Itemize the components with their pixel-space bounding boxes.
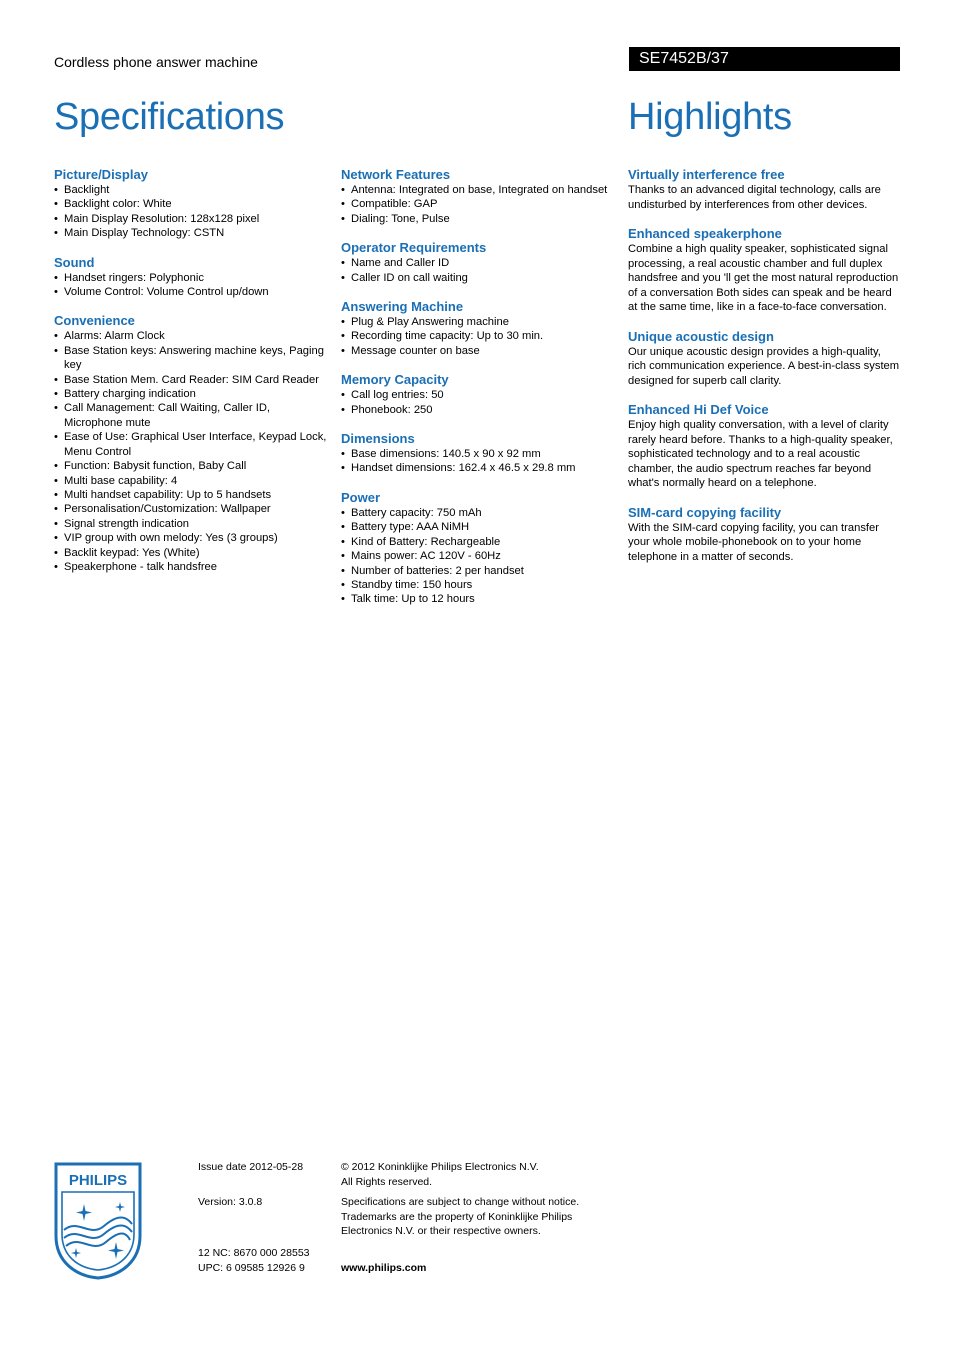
spec-item: • Backlight	[54, 183, 329, 197]
spec-item: • Talk time: Up to 12 hours	[341, 592, 619, 606]
spec-item: • Backlit keypad: Yes (White)	[54, 546, 329, 560]
spec-item: • Base dimensions: 140.5 x 90 x 92 mm	[341, 447, 619, 461]
specs-column-2	[341, 167, 619, 621]
highlight-title: Virtually interference free	[628, 167, 785, 182]
highlight-title: SIM-card copying facility	[628, 504, 782, 520]
highlights-column	[628, 167, 900, 578]
spec-item: • Battery charging indication	[54, 387, 329, 401]
spec-section-title: Sound	[54, 254, 95, 270]
spec-item: • Ease of Use: Graphical User Interface, Keypad Lock, Menu Control	[54, 430, 329, 459]
highlight-text: Enjoy high quality conversation, with a level of clarity rarely heard before. Thanks to a high-quality speaker, sophisticated technology and to a real acoustic chamber, the audio spectrum reaches far beyond what's normally heard on a telephone.	[628, 419, 893, 489]
highlight-title: Enhanced speakerphone	[628, 226, 782, 241]
spec-item: • Recording time capacity: Up to 30 min.	[341, 329, 619, 343]
spec-section-answering-machine	[341, 299, 619, 358]
spec-item: • Antenna: Integrated on base, Integrated on handset	[341, 183, 619, 197]
spec-section-title: Power	[341, 489, 381, 505]
spec-item: • Signal strength indication	[54, 517, 329, 531]
spec-section-title: Dimensions	[341, 431, 415, 447]
spec-section-picture-display	[54, 167, 329, 241]
spec-section-sound	[54, 255, 329, 300]
spec-section-operator-requirements	[341, 240, 619, 285]
spec-item: • Alarms: Alarm Clock	[54, 329, 329, 343]
spec-section-dimensions	[341, 431, 619, 476]
spec-item: • Dialing: Tone, Pulse	[341, 212, 619, 226]
spec-item: • Multi handset capability: Up to 5 handsets	[54, 488, 329, 502]
spec-item: • Call log entries: 50	[341, 388, 619, 402]
spec-list	[341, 388, 619, 417]
spec-item: • Main Display Resolution: 128x128 pixel	[54, 212, 329, 226]
spec-item: • Message counter on base	[341, 344, 619, 358]
highlights-title: Highlights	[628, 96, 792, 138]
spec-item: • Personalisation/Customization: Wallpaper	[54, 502, 329, 516]
spec-item: • Call Management: Call Waiting, Caller ID, Microphone mute	[54, 401, 329, 430]
spec-section-title: Picture/Display	[54, 167, 148, 182]
version: Version: 3.0.8	[198, 1196, 263, 1208]
spec-item: • Backlight color: White	[54, 197, 329, 211]
highlight-unique-acoustic-design	[628, 329, 900, 389]
spec-list	[54, 183, 329, 241]
highlight-text: With the SIM-card copying facility, you can transfer your whole mobile-phonebook on to your home telephone in a matter of seconds.	[628, 521, 879, 563]
highlight-text: Our unique acoustic design provides a high-quality, rich communication experience. A best-in-class system designed for superb call clarity.	[628, 345, 900, 387]
website-link[interactable]: www.philips.com	[341, 1262, 427, 1274]
highlight-virtually-interference-free	[628, 167, 900, 212]
spec-item: • Plug & Play Answering machine	[341, 315, 619, 329]
spec-section-title: Memory Capacity	[341, 372, 449, 388]
highlight-text: Thanks to an advanced digital technology, calls are undisturbed by interferences from other devices.	[628, 184, 881, 211]
spec-section-memory-capacity	[341, 372, 619, 417]
spec-item: • Compatible: GAP	[341, 197, 619, 211]
model-number-badge: SE7452B/37	[629, 47, 900, 71]
spec-list	[341, 315, 619, 358]
spec-list	[341, 256, 619, 285]
product-codes	[198, 1246, 310, 1275]
spec-item: • Handset dimensions: 162.4 x 46.5 x 29.8 mm	[341, 461, 619, 475]
spec-item: • VIP group with own melody: Yes (3 groups)	[54, 531, 329, 545]
highlight-text: Combine a high quality speaker, sophisticated signal processing, a real acoustic chamber and full duplex handsfree and you 'll get the most natural reproduction of a conversation Both sides can speak and be heard at the same time, like in a face-to-face conversation.	[628, 243, 899, 313]
product-subtitle: Cordless phone answer machine	[54, 54, 258, 70]
upc-code: UPC: 6 09585 12926 9	[198, 1261, 305, 1274]
highlight-title: Enhanced Hi Def Voice	[628, 402, 769, 417]
spec-section-title: Answering Machine	[341, 299, 464, 315]
spec-section-network-features	[341, 167, 619, 226]
spec-item: • Number of batteries: 2 per handset	[341, 564, 619, 578]
spec-item: • Battery capacity: 750 mAh	[341, 506, 619, 520]
spec-section-convenience	[54, 313, 329, 574]
spec-section-title: Network Features	[341, 167, 451, 182]
copyright	[341, 1160, 601, 1189]
spec-item: • Mains power: AC 120V - 60Hz	[341, 549, 619, 563]
spec-section-title: Convenience	[54, 313, 135, 329]
spec-section-power	[341, 490, 619, 607]
spec-item: • Multi base capability: 4	[54, 474, 329, 488]
philips-shield-logo	[54, 1162, 142, 1280]
spec-list	[341, 506, 619, 607]
highlight-sim-card-copying-facility	[628, 505, 900, 565]
spec-list	[341, 183, 619, 226]
spec-item: • Base Station Mem. Card Reader: SIM Card Reader	[54, 373, 329, 387]
spec-item: • Phonebook: 250	[341, 403, 619, 417]
disclaimer: Specifications are subject to change without notice. Trademarks are the property of Koninklijke Philips Electronics N.V. or their respective owners.	[341, 1196, 580, 1237]
spec-item: • Caller ID on call waiting	[341, 271, 619, 285]
highlight-title: Unique acoustic design	[628, 328, 774, 344]
copyright-line: © 2012 Koninklijke Philips Electronics N.V.	[341, 1161, 539, 1173]
spec-item: • Kind of Battery: Rechargeable	[341, 535, 619, 549]
specifications-title: Specifications	[54, 96, 285, 138]
spec-item: • Battery type: AAA NiMH	[341, 520, 619, 534]
spec-item: • Main Display Technology: CSTN	[54, 226, 329, 240]
spec-item: • Name and Caller ID	[341, 256, 619, 270]
spec-item: • Volume Control: Volume Control up/down	[54, 285, 329, 299]
spec-list	[54, 329, 329, 574]
highlight-enhanced-hi-def-voice	[628, 402, 900, 491]
nc-code: 12 NC: 8670 000 28553	[198, 1247, 310, 1259]
spec-item: • Speakerphone - talk handsfree	[54, 560, 329, 574]
logo-text: PHILIPS	[68, 1172, 128, 1189]
spec-section-title: Operator Requirements	[341, 240, 487, 256]
specs-column-1	[54, 167, 329, 588]
spec-item: • Handset ringers: Polyphonic	[54, 271, 329, 285]
highlight-enhanced-speakerphone	[628, 226, 900, 315]
spec-list	[341, 447, 619, 476]
spec-list	[54, 271, 329, 300]
spec-item: • Standby time: 150 hours	[341, 578, 619, 592]
spec-item: • Function: Babysit function, Baby Call	[54, 459, 329, 473]
rights-line: All Rights reserved.	[341, 1175, 433, 1188]
spec-item: • Base Station keys: Answering machine keys, Paging key	[54, 344, 329, 373]
issue-date: Issue date 2012-05-28	[198, 1161, 304, 1173]
